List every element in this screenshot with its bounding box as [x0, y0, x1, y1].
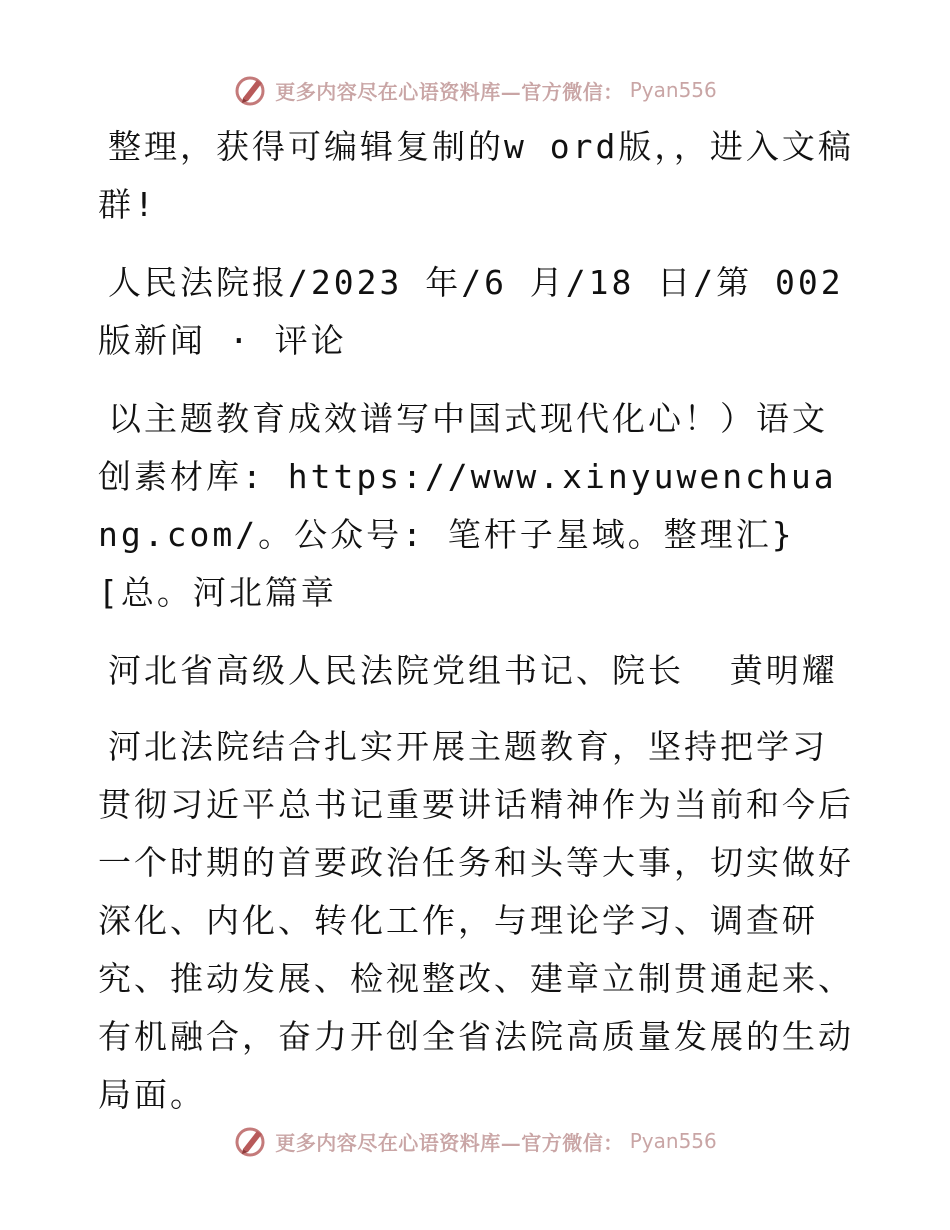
paragraph-body: 河北法院结合扎实开展主题教育，坚持把学习贯彻习近平总书记重要讲话精神作为当前和今后一个时期的首要政治任务和头等大事，切实做好深化、内化、转化工作，与理论学习、调查研究、推动发展、检视整改、建章立制贯通起来、有机融合，奋力开创全省法院高质量发展的生动局面。 — [98, 727, 854, 1114]
watermark-id: Pyan556 — [629, 1129, 717, 1153]
paragraph-intro: 整理，获得可编辑复制的w ord版，，进入文稿群! — [98, 127, 854, 224]
watermark-text: 更多内容尽在心语资料库—官方微信： — [275, 79, 624, 104]
footer-watermark — [0, 1119, 950, 1163]
pen-logo-icon — [233, 1123, 269, 1159]
watermark-text: 更多内容尽在心语资料库—官方微信： — [275, 1130, 624, 1155]
pen-logo-icon — [233, 72, 269, 108]
paragraph-title: 以主题教育成效谱写中国式现代化心！）语文创素材库: https://www.xinyuwenchuang.com/。公众号: 笔杆子星域。整理汇}[总。河北篇章 — [98, 399, 837, 612]
header-watermark — [0, 68, 950, 112]
document-body — [98, 118, 867, 1144]
paragraph-author: 河北省高级人民法院党组书记、院长 黄明耀 — [108, 651, 838, 690]
paragraph-source: 人民法院报/2023 年/6 月/18 日/第 002 版新闻 · 评论 — [98, 263, 867, 360]
watermark-id: Pyan556 — [629, 78, 717, 102]
